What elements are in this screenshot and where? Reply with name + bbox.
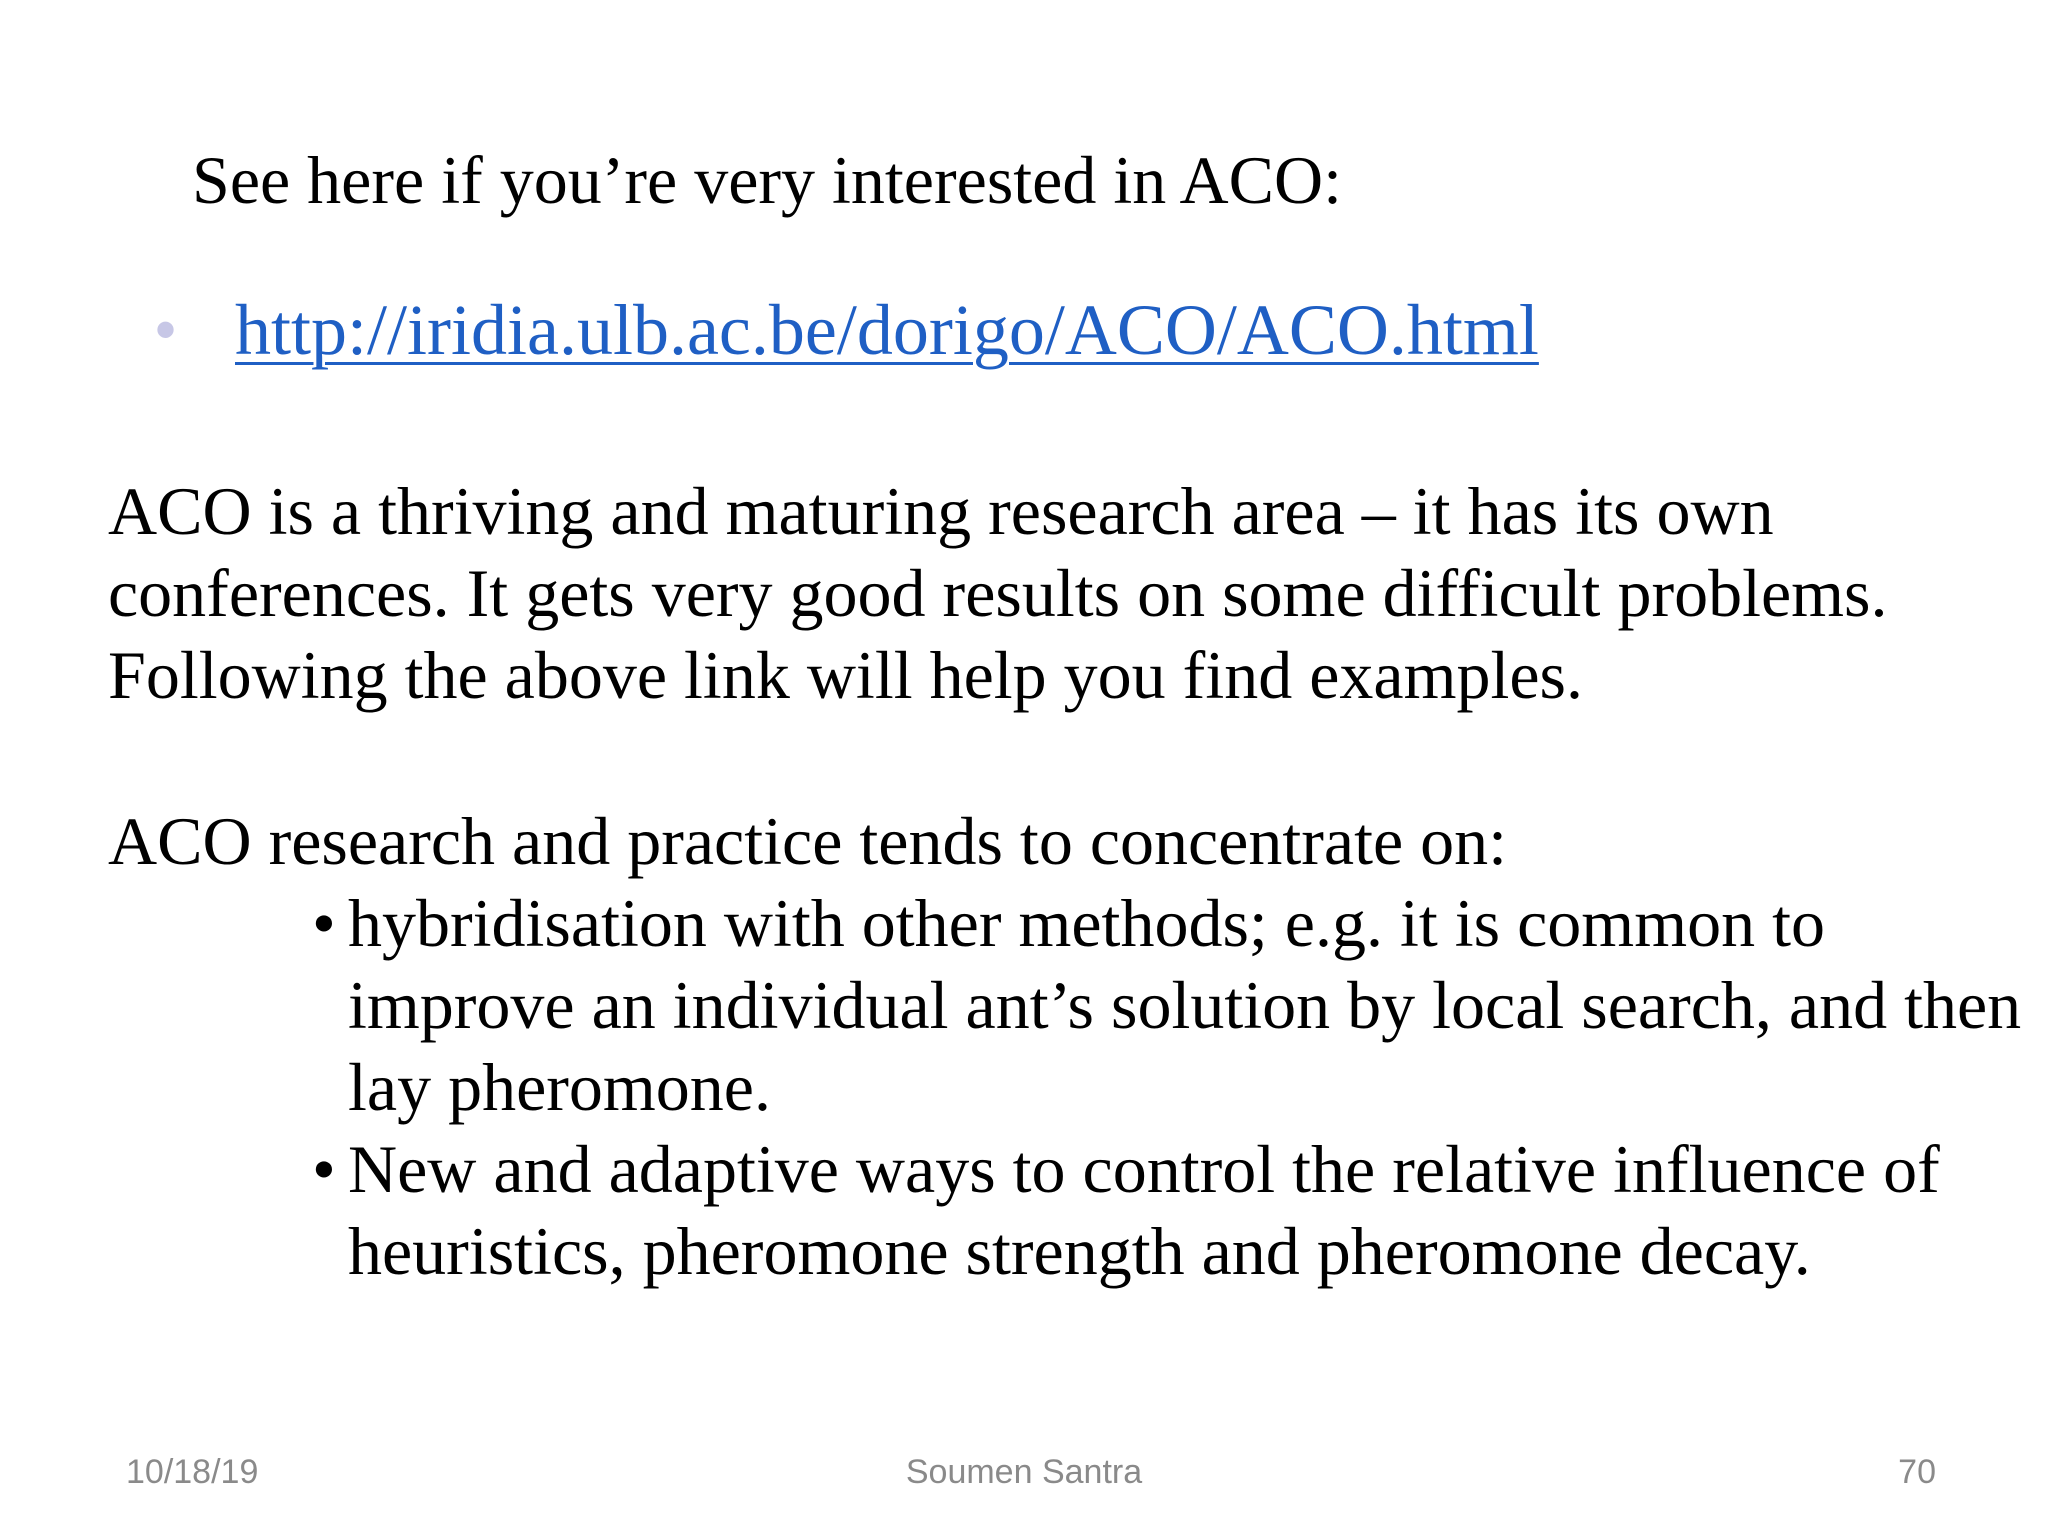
- focus-list: [312, 882, 2021, 1292]
- aco-link[interactable]: http://iridia.ulb.ac.be/dorigo/ACO/ACO.html: [235, 290, 1539, 370]
- list-item-line: lay pheromone.: [348, 1049, 771, 1125]
- list-item-line: New and adaptive ways to control the relative influence of: [348, 1131, 1940, 1207]
- footer-author: Soumen Santra: [905, 1453, 1143, 1491]
- list-item-line: hybridisation with other methods; e.g. it is common to: [348, 885, 1825, 961]
- intro-text: See here if you’re very interested in ACO:: [192, 142, 1342, 218]
- list-item: [312, 882, 2021, 1128]
- list-bullet: •: [312, 885, 336, 961]
- list-item-line: heuristics, pheromone strength and pheromone decay.: [348, 1213, 1811, 1289]
- link-bullet: •: [155, 296, 177, 363]
- list-item-line: improve an individual ant’s solution by local search, and then: [348, 967, 2022, 1043]
- focus-heading: ACO research and practice tends to concentrate on:: [108, 803, 1508, 879]
- paragraph-line: Following the above link will help you find examples.: [108, 637, 1584, 713]
- paragraph-line: ACO is a thriving and maturing research area – it has its own: [108, 473, 1774, 549]
- list-item: [312, 1128, 2021, 1292]
- footer-page-number: 70: [1898, 1453, 1936, 1491]
- aco-description-paragraph: [108, 470, 1888, 716]
- footer-date: 10/18/19: [126, 1453, 259, 1491]
- paragraph-line: conferences. It gets very good results on some difficult problems.: [108, 555, 1888, 631]
- list-bullet: •: [312, 1131, 336, 1207]
